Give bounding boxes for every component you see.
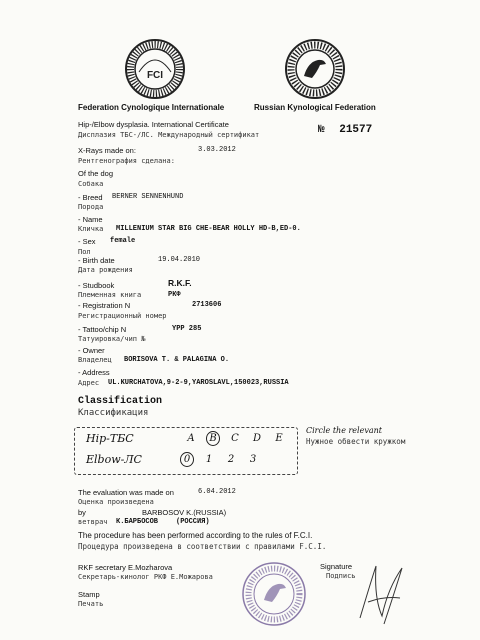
sex-value: female <box>110 237 136 245</box>
certificate-title-en: Hip-/Elbow dysplasia. International Certificate <box>78 120 229 129</box>
circle-note-en: Circle the relevant <box>306 426 382 435</box>
hip-grade-a: A <box>187 433 195 444</box>
birth-label-en: - Birth date <box>78 256 115 265</box>
classification-title-ru: Классификация <box>78 408 149 418</box>
xray-date: 3.03.2012 <box>198 146 236 154</box>
classification-title-en: Classification <box>78 396 163 407</box>
stamp-label-en: Stamp <box>78 590 100 599</box>
elbow-grade-2: 2 <box>227 454 235 465</box>
fci-seal-text: FCI <box>146 70 164 81</box>
vet-label-ru: ветврач <box>78 518 108 526</box>
hip-grades <box>180 431 290 446</box>
dog-label-en: Of the dog <box>78 169 114 178</box>
address-label-ru: Адрес <box>78 379 100 387</box>
tattoo-label-ru: Татуировка/чип № <box>78 335 146 343</box>
registration-label-en: - Registration N <box>78 301 130 310</box>
evaluation-label-en: The evaluation was made on <box>78 488 174 497</box>
stamp-label-ru: Печать <box>78 600 104 608</box>
secretary-ru: Секретарь-кинолог РКФ Е.Можарова <box>78 573 213 581</box>
address-label-en: - Address <box>78 368 110 377</box>
signature-label-en: Signature <box>320 562 353 571</box>
tattoo-value: YPP 285 <box>172 325 202 333</box>
elbow-grade-0: 0 <box>176 452 198 467</box>
hip-label: Hip-ТБС <box>86 432 134 445</box>
name-value: MILLENIUM STAR BIG CHE-BEAR HOLLY HD-B,ED-0. <box>116 225 301 233</box>
hip-grade-e: E <box>275 433 283 444</box>
address-value: UL.KURCHATOVA,9-2-9,YAROSLAVL,150023,RUSSIA <box>108 379 289 387</box>
xray-label-en: X-Rays made on: <box>78 146 136 155</box>
studbook-label-ru: Племенная книга <box>78 291 142 299</box>
vet-country: (РОССИЯ) <box>176 518 210 526</box>
birth-label-ru: Дата рождения <box>78 266 133 274</box>
breed-value: BERNER SENNENHUND <box>112 193 184 201</box>
xray-label-ru: Рентгенография сделана: <box>78 157 175 165</box>
circle-note-ru: Нужное обвести кружком <box>306 437 406 446</box>
by-label: by <box>78 508 86 517</box>
rules-en: The procedure has been performed according to the rules of F.C.I. <box>78 531 313 540</box>
secretary-en: RKF secretary E.Mozharova <box>78 563 173 572</box>
fci-name: Federation Cynologique Internationale <box>78 103 225 112</box>
breed-label-en: - Breed <box>78 193 103 202</box>
rkf-stamp <box>240 560 308 628</box>
signature <box>354 558 410 628</box>
number-label: № <box>318 124 325 136</box>
vet-value: К.БАРБОСОВ <box>116 518 159 526</box>
studbook-value-ru: РКФ <box>168 291 181 299</box>
elbow-grade-1: 1 <box>205 454 213 465</box>
registration-label-ru: Регистрационный номер <box>78 312 167 320</box>
hip-grade-d: D <box>252 433 262 444</box>
sex-label-ru: Пол <box>78 248 91 256</box>
owner-label-ru: Владелец <box>78 356 112 364</box>
owner-label-en: - Owner <box>78 346 105 355</box>
by-value: BARBOSOV K.(RUSSIA) <box>142 508 227 517</box>
rules-ru: Процедура произведена в соответствии с правилами F.C.I. <box>78 542 327 551</box>
certificate-title-ru: Дисплазия ТБС-/ЛС. Международный сертификат <box>78 131 260 139</box>
evaluation-date: 6.04.2012 <box>198 488 236 496</box>
elbow-label: Elbow-ЛС <box>86 453 142 466</box>
number-value: 21577 <box>339 124 373 136</box>
breed-label-ru: Порода <box>78 203 104 211</box>
rkf-seal <box>284 38 346 100</box>
hip-grade-c: C <box>231 433 239 444</box>
owner-value: BORISOVA T. & PALAGINA O. <box>124 356 230 364</box>
registration-value: 2713606 <box>192 301 222 309</box>
elbow-grades <box>176 452 264 467</box>
elbow-grade-3: 3 <box>249 454 257 465</box>
evaluation-label-ru: Оценка произведена <box>78 498 154 506</box>
studbook-label-en: - Studbook <box>78 281 114 290</box>
name-label-en: - Name <box>78 215 103 224</box>
dog-label-ru: Собака <box>78 180 104 188</box>
certificate-number <box>318 124 372 136</box>
studbook-value-en: R.K.F. <box>168 278 192 288</box>
signature-label-ru: Подпись <box>326 572 356 580</box>
rkf-name: Russian Kynological Federation <box>254 103 376 112</box>
hip-grade-b: B <box>202 431 224 446</box>
name-label-ru: Кличка <box>78 225 104 233</box>
sex-label-en: - Sex <box>78 237 96 246</box>
birth-value: 19.04.2010 <box>158 256 201 264</box>
tattoo-label-en: - Tattoo/chip N <box>78 325 126 334</box>
fci-seal <box>124 38 186 100</box>
